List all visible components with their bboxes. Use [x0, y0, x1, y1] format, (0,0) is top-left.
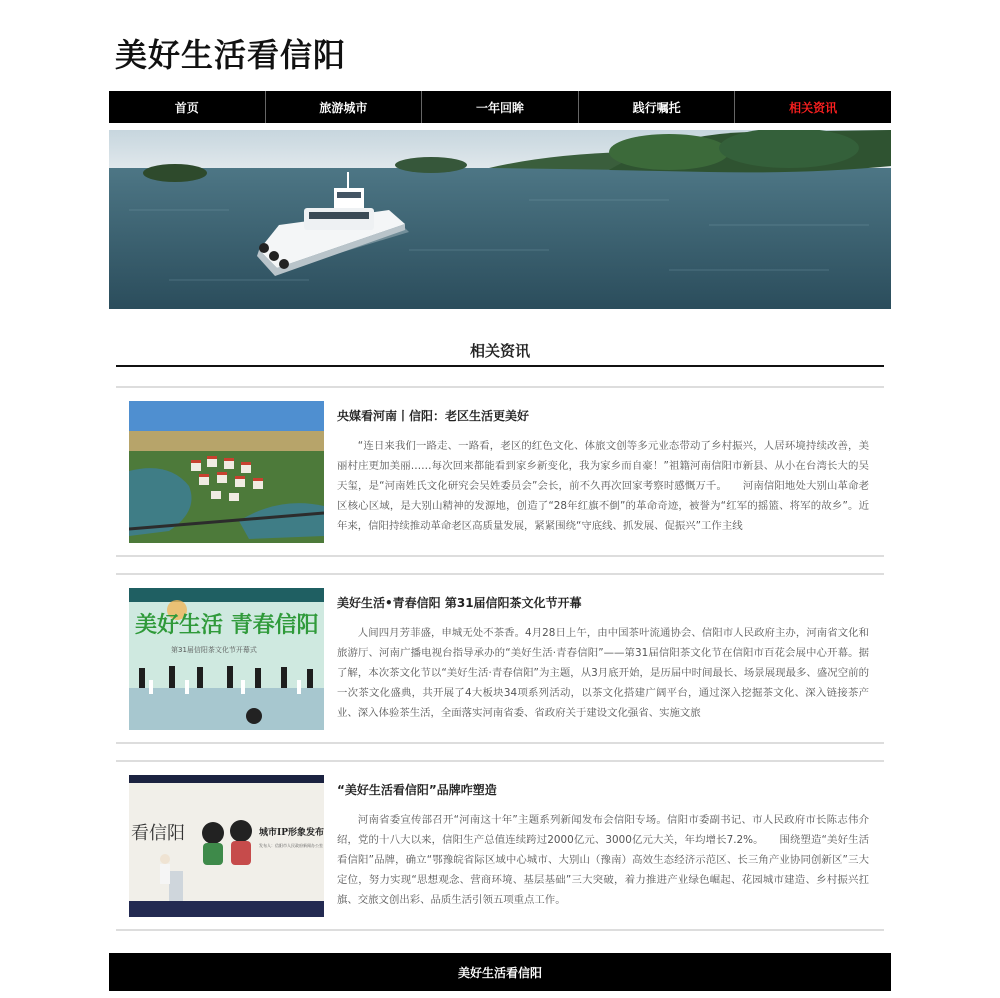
nav-item-practice[interactable]: 践行嘱托 [579, 91, 736, 123]
tea-festival-subtitle: 第31届信阳茶文化节开幕式 [171, 646, 257, 654]
news-thumbnail-brand-launch[interactable] [129, 775, 324, 917]
brand-launch-stage-illustration [129, 775, 324, 917]
village-aerial-illustration [129, 401, 324, 543]
brand-launch-heading: 城市IP形象发布 [259, 828, 324, 838]
news-title[interactable]: 央媒看河南丨信阳：老区生活更美好 [337, 409, 530, 423]
nav-item-year-review[interactable]: 一年回眸 [422, 91, 579, 123]
page-footer: 美好生活看信阳 [109, 953, 891, 991]
site-title: 美好生活看信阳 [115, 36, 347, 74]
news-summary: 河南省委宣传部召开“河南这十年”主题系列新闻发布会信阳专场。信阳市委副书记、市人民政府市长陈志伟介绍，党的十八大以来，信阳生产总值连续跨过2000亿元、3000亿元大关，年均增长7.2%。 围绕塑造“美好生活看信阳”品牌，确立“鄂豫皖省际区域中心城市、大别山（豫南）高效生态经济示范区、长三角产业协同创新区”三大定位，努力实现“思想观念、营商环境、基层基础”三大突破，着力推进产业绿色崛起、花园城市建造、乡村振兴扛旗、交旅文创出彩、品质生活引领五项重点工作。 [337, 814, 869, 906]
news-item[interactable] [116, 573, 884, 744]
news-item[interactable] [116, 386, 884, 557]
news-title[interactable]: 美好生活•青春信阳 第31届信阳茶文化节开幕 [337, 596, 582, 610]
tea-festival-stage-illustration [129, 588, 324, 730]
nav-item-tourism-city[interactable]: 旅游城市 [266, 91, 423, 123]
brand-launch-subtitle: 发布人：信阳市人民政府新闻办公室 [259, 843, 323, 848]
nav-item-related-news[interactable]: 相关资讯 [789, 100, 838, 115]
news-item[interactable] [116, 760, 884, 931]
news-thumbnail-tea-festival[interactable] [129, 588, 324, 730]
section-divider [116, 365, 884, 367]
banner-image [109, 130, 891, 309]
tea-festival-slogan: 美好生活 青春信阳 [135, 612, 319, 638]
news-summary: 人间四月芳菲盛，申城无处不茶香。4月28日上午，由中国茶叶流通协会、信阳市人民政府主办，河南省文化和旅游厅、河南广播电视台指导承办的“美好生活·青春信阳”——第31届信阳茶文化节在信阳市百花会展中心开幕。据了解，本次茶文化节以“美好生活·青春信阳”为主题，从3月底开始，是历届中时间最长、场景展现最多、盛况空前的一次茶文化盛典，共开展了4大板块34项系列活动，以茶文化搭建广阔平台，通过深入挖掘茶文化、深入链接茶产业、深入体验茶生活，全面落实河南省委、省政府关于建设文化强省、实施文旅 [337, 627, 869, 719]
brand-side-text: 看信阳 [131, 823, 185, 844]
news-title[interactable]: “美好生活看信阳”品牌咋塑造 [337, 783, 497, 797]
main-nav [109, 91, 891, 123]
news-thumbnail-village[interactable] [129, 401, 324, 543]
lake-boat-illustration [109, 130, 891, 309]
news-summary: “连日来我们一路走、一路看，老区的红色文化、体旅文创等多元业态带动了乡村振兴，人居环境持续改善，美丽村庄更加美丽……每次回来都能看到家乡新变化，我为家乡而自豪！”祖籍河南信阳市新县、从小在台湾长大的吴天玺，是“河南姓氏文化研究会吴姓委员会”会长，前不久再次回家考察时感慨万千。 河南信阳地处大别山革命老区核心区域，是大别山精神的发源地，创造了“28年红旗不倒”的革命奇迹，被誉为“红军的摇篮、将军的故乡”。近年来，信阳持续推动革命老区高质量发展，紧紧围绕“守底线、抓发展、促振兴”工作主线 [337, 440, 869, 532]
section-title: 相关资讯 [469, 342, 530, 360]
nav-item-home[interactable]: 首页 [109, 91, 266, 123]
